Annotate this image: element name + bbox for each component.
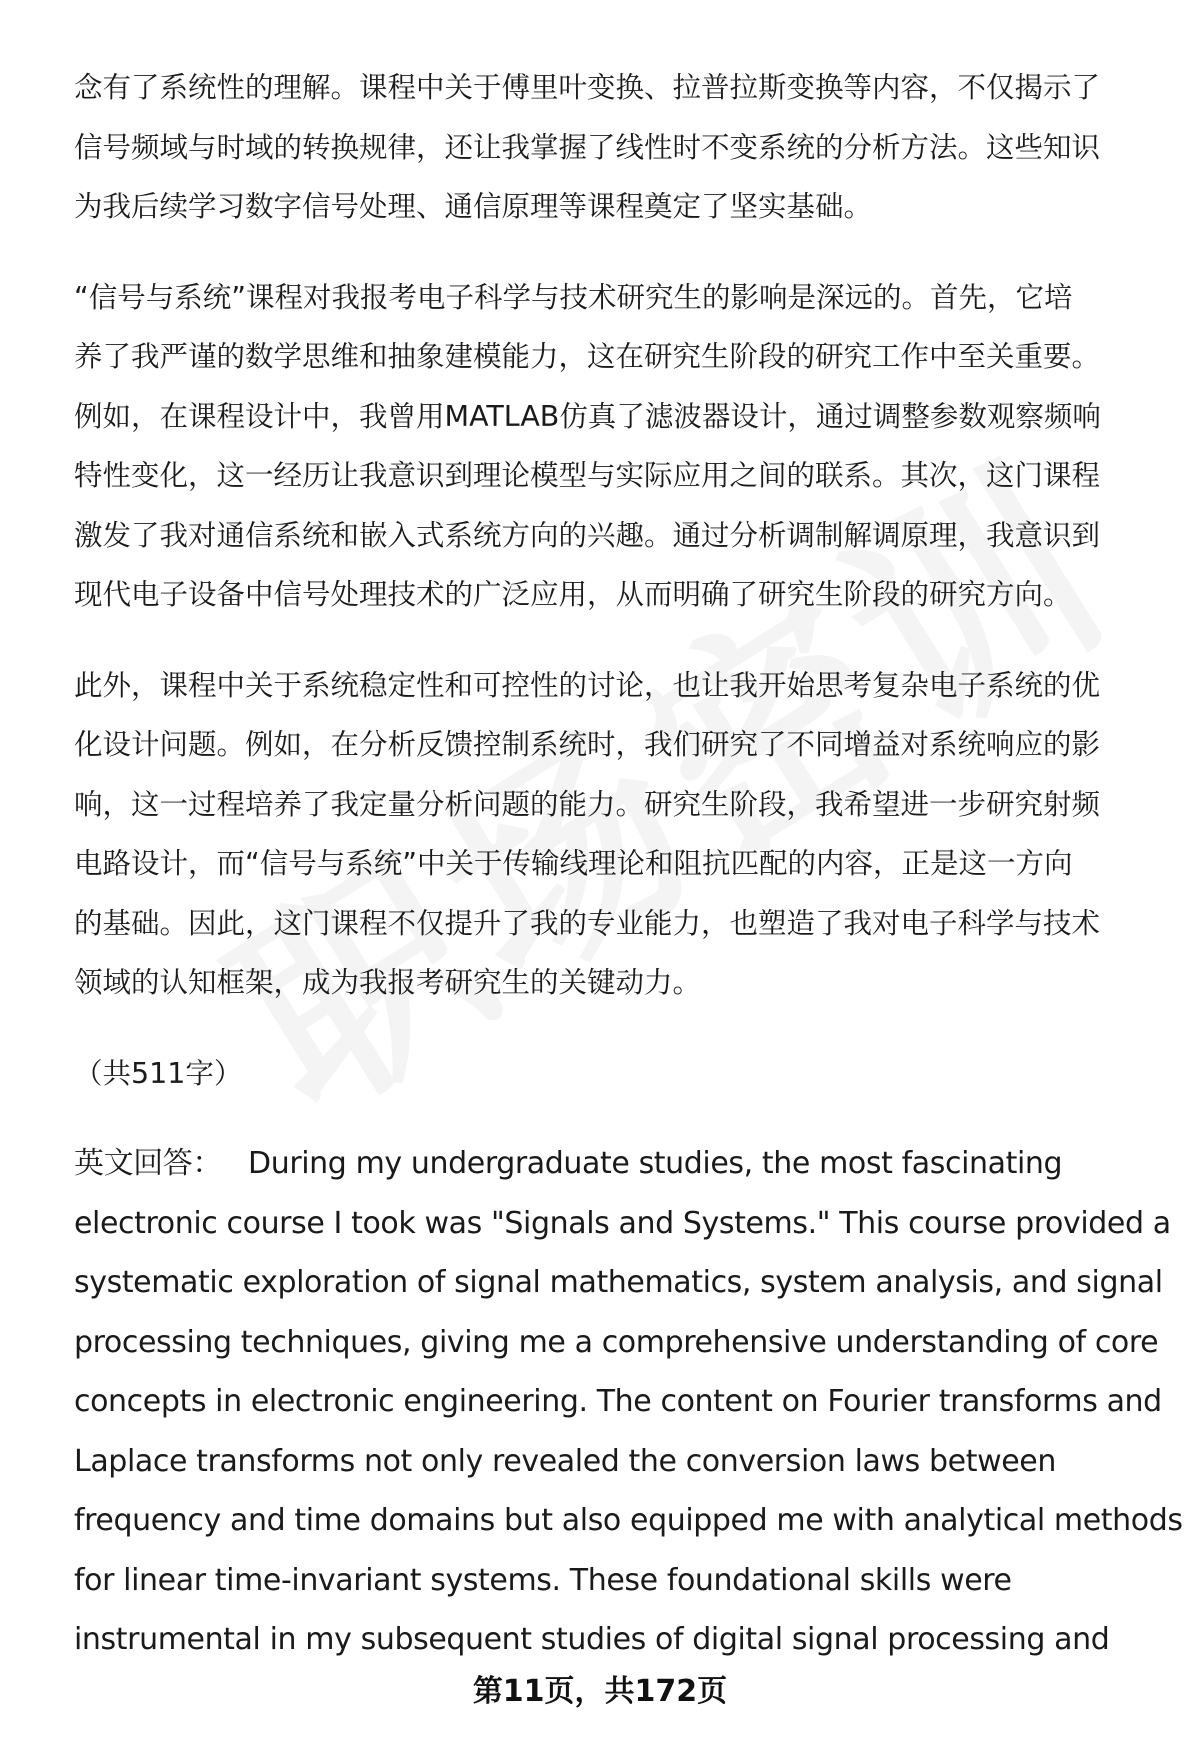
document-body [74,58,1183,1670]
text-line: “信号与系统”课程对我报考电子科学与技术研究生的影响是深远的。首先，它培 [74,280,1073,314]
text-line: 电路设计，而“信号与系统”中关于传输线理论和阻抗匹配的内容，正是这一方向 [74,847,1073,880]
text-line: 信号频域与时域的转换规律，还让我掌握了线性时不变系统的分析方法。这些知识 [74,130,1101,164]
text-line: for linear time-invariant systems. These foundational skills were [74,1562,1012,1598]
text-line: 的基础。因此，这门课程不仅提升了我的专业能力，也塑造了我对电子科学与技术 [74,906,1101,940]
text-line: Laplace transforms not only revealed the conversion laws between [74,1443,1056,1479]
text-line [74,1134,1154,1194]
text-line: 念有了系统性的理解。课程中关于傅里叶变换、拉普拉斯变换等内容，不仅揭示了 [74,71,1101,104]
text-line: 化设计问题。例如，在分析反馈控制系统时，我们研究了不同增益对系统响应的影 [74,728,1101,761]
text-line: 例如，在课程设计中，我曾用MATLAB仿真了滤波器设计，通过调整参数观察频响 [74,399,1101,433]
text-line: 此外，课程中关于系统稳定性和可控性的讨论，也让我开始思考复杂电子系统的优 [74,668,1101,702]
text-line: 养了我严谨的数学思维和抽象建模能力，这在研究生阶段的研究工作中至关重要。 [74,340,1101,373]
text-line: 响，这一过程培养了我定量分析问题的能力。研究生阶段，我希望进一步研究射频 [74,787,1101,821]
text-line: 激发了我对通信系统和嵌入式系统方向的兴趣。通过分析调制解调原理，我意识到 [74,518,1101,552]
paragraph-cn-1 [74,58,1154,237]
text-line: electronic course I took was "Signals and Systems." This course provided a [74,1205,1171,1241]
text-line: 领域的认知框架，成为我报考研究生的关键动力。 [74,966,702,999]
paragraph-cn-2 [74,268,1154,625]
text-line: concepts in electronic engineering. The content on Fourier transforms and [74,1384,1162,1419]
english-first-line: During my undergraduate studies, the most fascinating [248,1146,1063,1181]
character-count: （共511字） [74,1056,243,1090]
text-line: processing techniques, giving me a comprehensive understanding of core [74,1324,1159,1360]
paragraph-cn-3 [74,656,1154,1013]
text-line: 现代电子设备中信号处理技术的广泛应用，从而明确了研究生阶段的研究方向。 [74,578,1072,611]
text-line: 特性变化，这一经历让我意识到理论模型与实际应用之间的联系。其次，这门课程 [74,459,1101,492]
text-line: instrumental in my subsequent studies of digital signal processing and [74,1622,1110,1657]
english-answer [74,1134,1183,1670]
text-line: systematic exploration of signal mathematics, system analysis, and signal [74,1265,1163,1300]
text-line: 为我后续学习数字信号处理、通信原理等课程奠定了坚实基础。 [74,190,873,223]
text-line: frequency and time domains but also equipped me with analytical methods [74,1503,1183,1538]
english-answer-label: 英文回答： [74,1146,222,1181]
page-number: 第11页，共172页 [472,1674,728,1709]
